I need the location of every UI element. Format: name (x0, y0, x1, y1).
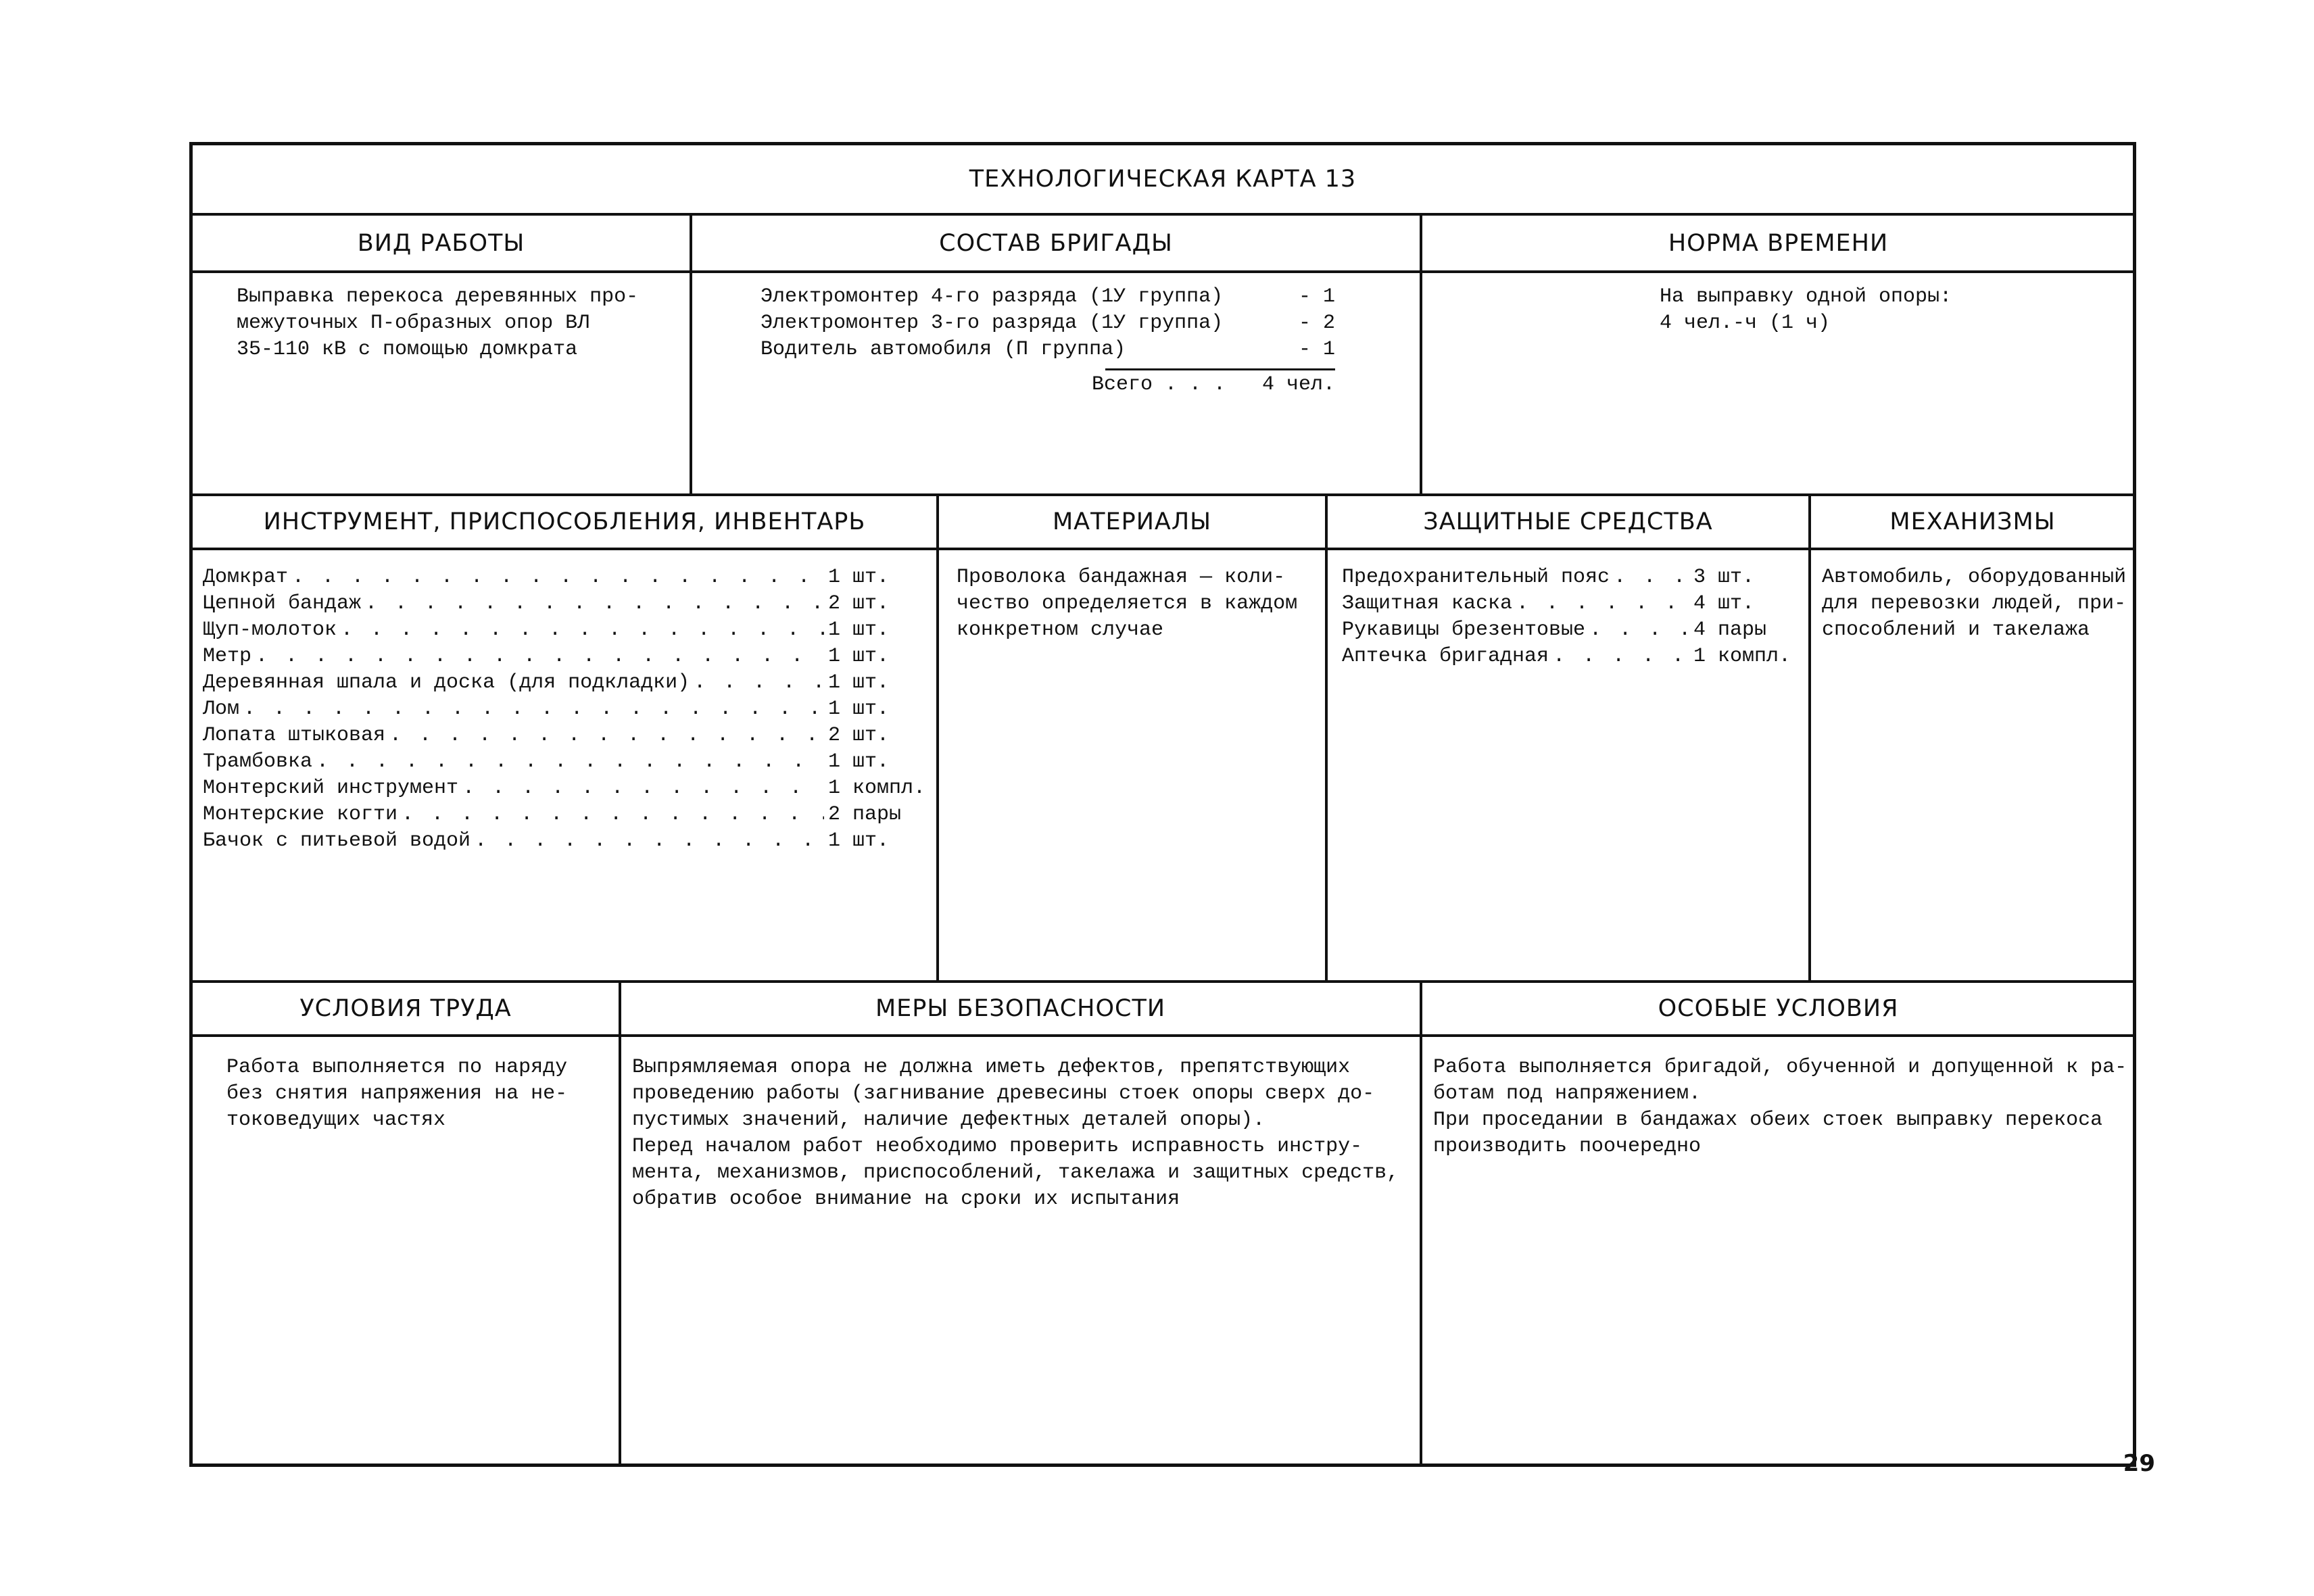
card-title: ТЕХНОЛОГИЧЕСКАЯ КАРТА 13 (969, 166, 1357, 193)
list-item: Защитная каска . . . 4 шт. (1342, 591, 1802, 617)
crew-total: Всего . . . 4 чел. (1091, 373, 1335, 396)
list-item: Домкрат . . . 1 шт. (203, 564, 930, 591)
list-item: Рукавицы брезентовые . . . 4 пары (1342, 617, 1802, 644)
list-item: Цепной бандаж . . . 2 шт. (203, 591, 930, 617)
safety-text: Выпрямляемая опора не должна иметь дефектов, препятствующих проведению работы (загнивание древесины стоек опоры сверх до- пустимых значений, наличие дефектных деталей опоры). Перед началом работ необходимо проверить исправность инстру- мента, механизмов, приспособлений, такелажа и защитных средств, обратив особое внимание на сроки их испытания (632, 1056, 1399, 1211)
list-item: Лом . . . 1 шт. (203, 696, 930, 723)
crew-role: Электромонтер 3-го разряда (1У группа) (761, 312, 1224, 335)
divider (193, 1034, 2134, 1037)
divider (1808, 493, 1811, 980)
list-item: Монтерский инструмент . . . 1 компл. (203, 775, 930, 802)
header-conditions: УСЛОВИЯ ТРУДА (299, 995, 512, 1022)
list-item: Трамбовка . . . 1 шт. (203, 749, 930, 775)
header-protective: ЗАЩИТНЫЕ СРЕДСТВА (1423, 508, 1713, 535)
divider (193, 548, 2134, 550)
list-item: Метр . . . 1 шт. (203, 644, 930, 670)
crew-member (761, 310, 1335, 337)
divider (936, 493, 939, 980)
header-special: ОСОБЫЕ УСЛОВИЯ (1658, 995, 1899, 1022)
header-safety: МЕРЫ БЕЗОПАСНОСТИ (875, 995, 1166, 1022)
list-item: Деревянная шпала и доска (для подкладки) . . . 1 шт. (203, 670, 930, 696)
divider (1420, 980, 1422, 1467)
conditions-text: Работа выполняется по наряду без снятия напряжения на не- токоведущих частях (226, 1056, 568, 1132)
header-materials: МАТЕРИАЛЫ (1052, 508, 1212, 535)
crew-member (761, 337, 1335, 363)
special-text: Работа выполняется бригадой, обученной и допущенной к ра- ботам под напряжением. При проседании в бандажах обеих стоек выправку перекоса производить поочередно (1433, 1056, 2127, 1158)
crew-role: Электромонтер 4-го разряда (1У группа) (761, 285, 1224, 308)
page-number: 29 (2123, 1450, 2155, 1477)
list-item: Предохранительный пояс . . . 3 шт. (1342, 564, 1802, 591)
crew-count: - 2 (1298, 312, 1335, 335)
work-type-text: Выправка перекоса деревянных про- межуточных П-образных опор ВЛ 35-110 кВ с помощью домкрата (237, 285, 639, 361)
header-tools: ИНСТРУМЕНТ, ПРИСПОСОБЛЕНИЯ, ИНВЕНТАРЬ (263, 508, 866, 535)
crew-member (761, 284, 1335, 310)
protective-list (1342, 564, 1802, 670)
tools-list (203, 564, 930, 854)
time-norm-text: На выправку одной опоры: 4 чел.-ч (1 ч) (1660, 285, 1952, 335)
list-item: Щуп-молоток . . . 1 шт. (203, 617, 930, 644)
divider (193, 270, 2134, 273)
tech-card-table (189, 142, 2136, 1467)
divider (1325, 493, 1328, 980)
mechanisms-text: Автомобиль, оборудованный для перевозки людей, при- способлений и такелажа (1822, 566, 2127, 642)
crew-role: Водитель автомобиля (П группа) (761, 338, 1126, 361)
crew-list (761, 284, 1409, 399)
list-item: Аптечка бригадная . . . 1 компл. (1342, 644, 1802, 670)
crew-count: - 1 (1298, 338, 1335, 361)
header-time-norm: НОРМА ВРЕМЕНИ (1668, 229, 1889, 257)
list-item: Бачок с питьевой водой . . . 1 шт. (203, 828, 930, 854)
header-work-type: ВИД РАБОТЫ (357, 229, 525, 257)
crew-count: - 1 (1298, 285, 1335, 308)
list-item: Лопата штыковая . . . 2 шт. (203, 723, 930, 749)
header-mechanisms: МЕХАНИЗМЫ (1889, 508, 2056, 535)
divider (619, 980, 621, 1467)
list-item: Монтерские когти . . . 2 пары (203, 802, 930, 828)
materials-text: Проволока бандажная — коли- чество определяется в каждом конкретном случае (957, 566, 1298, 642)
header-crew: СОСТАВ БРИГАДЫ (939, 229, 1173, 257)
